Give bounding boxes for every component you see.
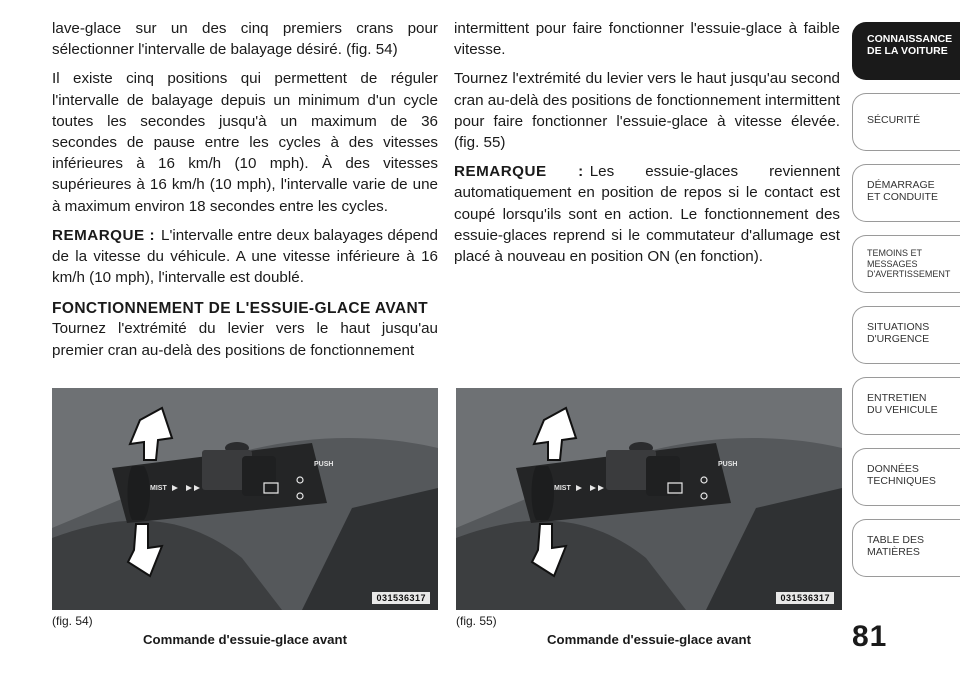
tab-securite[interactable] [852, 93, 960, 151]
stalk-label-mist: MIST [554, 485, 571, 492]
tab-label: ET CONDUITE [867, 191, 938, 203]
tab-label: SITUATIONS [867, 321, 930, 333]
tab-table-des-matieres[interactable] [852, 519, 960, 577]
stalk-label-mist: MIST [150, 485, 167, 492]
tab-label: CONNAISSANCE [867, 33, 953, 45]
tab-label: DÉMARRAGE [867, 179, 935, 191]
paragraph: Tournez l'extrémité du levier vers le haut jusqu'au second cran au-delà des positions de fonctionnement intermittent pour faire fonctionner l'essuie-glace à vitesse élevée. (fig. 55) [454, 70, 840, 152]
stalk-label-push: PUSH [718, 461, 738, 468]
tab-donnees-techniques[interactable] [852, 448, 960, 506]
tab-demarrage-et-conduite[interactable] [852, 164, 960, 222]
paragraph: intermittent pour faire fonctionner l'essuie-glace à faible vitesse. [454, 20, 840, 59]
tab-label: SÉCURITÉ [867, 114, 921, 126]
tab-label: D'URGENCE [867, 333, 930, 345]
remarque-paragraph [52, 225, 438, 289]
tab-label: TABLE DES [867, 534, 924, 546]
chapter-tabs [852, 22, 960, 590]
figure-54-wiper-stalk [52, 388, 438, 610]
figure-ref: (fig. 55) [456, 614, 497, 628]
page-number: 81 [852, 620, 888, 653]
tab-label: DU VEHICULE [867, 404, 938, 416]
tab-entretien-du-vehicule[interactable] [852, 377, 960, 435]
remarque-paragraph [454, 161, 840, 267]
remarque-label: REMARQUE : [454, 163, 584, 181]
wiper-stalk-illustration [52, 388, 438, 610]
tab-label: DE LA VOITURE [867, 45, 948, 57]
figure-code: 031536317 [372, 592, 430, 604]
tab-label: TECHNIQUES [867, 475, 936, 487]
tab-label: MATIÈRES [867, 546, 920, 558]
remarque-text: L'intervalle entre deux balayages dépend de la vitesse du véhicule. A une vitesse inférieure à 16 km/h (10 mph), l'intervalle est doublé. [52, 226, 439, 287]
figure-caption: Commande d'essuie-glace avant [143, 632, 347, 647]
tab-label: TEMOINS ET [867, 248, 923, 258]
stalk-label-push: PUSH [314, 461, 334, 468]
remarque-text: Les essuie-glaces reviennent automatiquement en position de repos si le contact est coupé lorsqu'ils sont en action. Le fonctionnement des essuie-glaces reprend si le commutateur d'allumage est placé à nouveau en position ON (en fonction). [454, 163, 841, 266]
figure-caption: Commande d'essuie-glace avant [547, 632, 751, 647]
tab-label: ENTRETIEN [867, 392, 927, 404]
tab-label: DONNÉES [867, 463, 919, 475]
figure-code: 031536317 [776, 592, 834, 604]
left-column [52, 18, 438, 369]
paragraph: Il existe cinq positions qui permettent de réguler l'intervalle de balayage depuis un minimum d'un cycle toutes les secondes jusqu'à un maximum de 36 secondes de pause entre les cycles à des vitesses inférieures à 16 km/h (10 mph). À des vitesses supérieures à 16 km/h (10 mph), l'intervalle varie de une à maximum environ 18 secondes entre les cycles. [52, 70, 438, 215]
figure-55-wiper-stalk [456, 388, 842, 610]
paragraph: Tournez l'extrémité du levier vers le haut jusqu'au premier cran au-delà des positions de fonctionnement [52, 320, 438, 359]
tab-label: D'AVERTISSEMENT [867, 269, 951, 279]
figure-ref: (fig. 54) [52, 614, 93, 628]
tab-situations-d-urgence[interactable] [852, 306, 960, 364]
tab-temoins-et-messages[interactable] [852, 235, 960, 293]
wiper-stalk-illustration [456, 388, 842, 610]
tab-connaissance-de-la-voiture[interactable] [852, 22, 960, 80]
remarque-label: REMARQUE : [52, 226, 156, 244]
section-heading: FONCTIONNEMENT DE L'ESSUIE-GLACE AVANT [52, 300, 428, 318]
paragraph: lave-glace sur un des cinq premiers crans pour sélectionner l'intervalle de balayage désiré. (fig. 54) [52, 20, 438, 59]
right-column [454, 18, 840, 275]
tab-label: MESSAGES [867, 258, 918, 269]
